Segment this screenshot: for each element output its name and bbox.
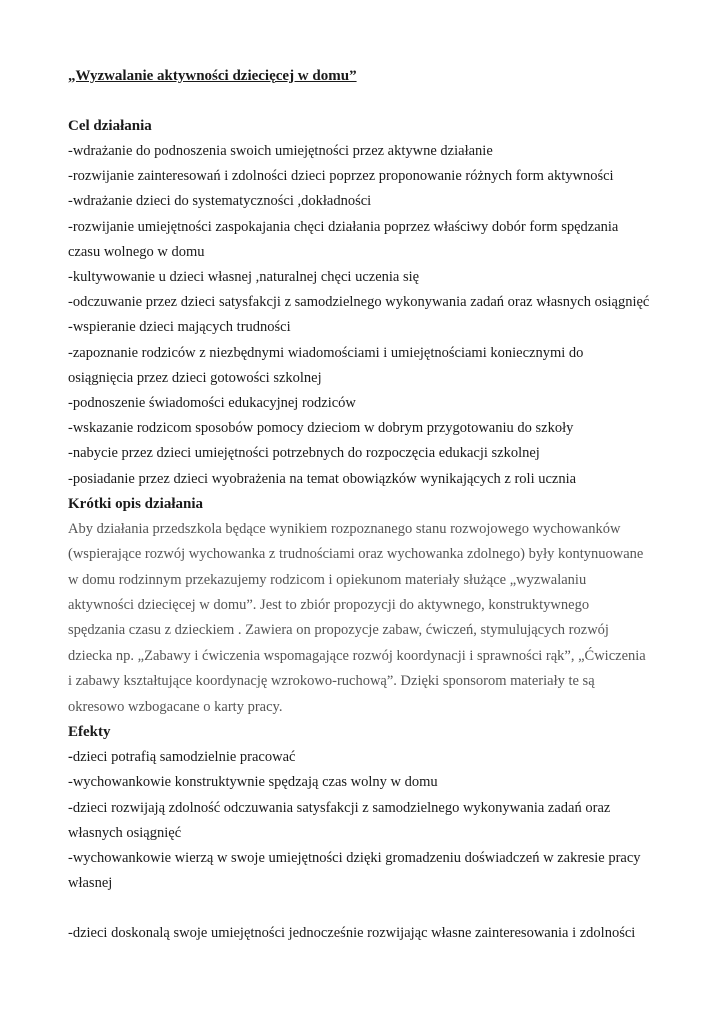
effect-line: -dzieci doskonalą swoje umiejętności jednocześnie rozwijając własne zainteresowania i zdolności xyxy=(68,925,636,942)
effect-line: -wychowankowie konstruktywnie spędzają czas wolny w domu xyxy=(68,774,438,791)
goals-list xyxy=(68,139,668,492)
goal-line: czasu wolnego w domu xyxy=(68,243,205,260)
spacer xyxy=(68,89,668,114)
description-paragraph xyxy=(68,517,668,720)
effects-list xyxy=(68,745,668,946)
goal-line: -rozwijanie zainteresowań i zdolności dzieci poprzez proponowanie różnych form aktywności xyxy=(68,168,614,185)
effect-line: własnych osiągnięć xyxy=(68,824,182,841)
spacer xyxy=(68,896,668,921)
goal-line: osiągnięcia przez dzieci gotowości szkolnej xyxy=(68,369,322,386)
goal-line: -nabycie przez dzieci umiejętności potrzebnych do rozpoczęcia edukacji szkolnej xyxy=(68,445,540,462)
description-line: i zabawy kształtujące koordynację wzrokowo-ruchową”. Dzięki sponsorom materiały te są xyxy=(68,673,595,690)
description-line: okresowo wzbogacane o karty pracy. xyxy=(68,698,283,715)
goal-line: -kultywowanie u dzieci własnej ,naturalnej chęci uczenia się xyxy=(68,269,420,286)
effect-dash: - xyxy=(68,749,73,766)
goal-line: -posiadanie przez dzieci wyobrażenia na temat obowiązków wynikających z roli ucznia xyxy=(68,470,577,487)
description-line: dziecka np. „Zabawy i ćwiczenia wspomagające rozwój koordynacji i sprawności rąk”, „Ćwiczenia xyxy=(68,647,646,664)
goal-line: -wskazanie rodzicom sposobów pomocy dzieciom w dobrym przygotowaniu do szkoły xyxy=(68,420,574,437)
effect-text: dzieci potrafią samodzielnie pracować xyxy=(72,749,296,766)
goal-line: -podnoszenie świadomości edukacyjnej rodziców xyxy=(68,395,356,412)
description-line: spędzania czasu z dzieckiem . Zawiera on propozycje zabaw, ćwiczeń, stymulujących rozwój xyxy=(68,622,609,639)
effect-line: własnej xyxy=(68,875,113,892)
goal-line: -wdrażanie do podnoszenia swoich umiejętności przez aktywne działanie xyxy=(68,143,493,159)
description-line: w domu rodzinnym przekazujemy rodzicom i opiekunom materiały służące „wyzwalaniu xyxy=(68,571,587,588)
goal-line: -odczuwanie przez dzieci satysfakcji z samodzielnego wykonywania zadań oraz własnych osiągnięć xyxy=(68,294,650,311)
description-heading: Krótki opis działania xyxy=(68,495,204,512)
effect-line: -wychowankowie wierzą w swoje umiejętności dzięki gromadzeniu doświadczeń w zakresie pracy xyxy=(68,849,641,866)
document-page xyxy=(68,64,668,947)
goal-line: -rozwijanie umiejętności zaspokajania chęci działania poprzez właściwy dobór form spędzania xyxy=(68,218,619,235)
effect-line xyxy=(68,745,668,770)
description-line: aktywności dziecięcej w domu”. Jest to zbiór propozycji do aktywnego, konstruktywnego xyxy=(68,597,590,614)
document-title: „Wyzwalanie aktywności dziecięcej w domu” xyxy=(68,68,357,84)
effects-heading: Efekty xyxy=(68,724,111,741)
goals-heading: Cel działania xyxy=(68,118,152,134)
description-line: Aby działania przedszkola będące wynikiem rozpoznanego stanu rozwojowego wychowanków xyxy=(68,520,621,537)
description-line: (wspierające rozwój wychowanka z trudnościami oraz wychowanka zdolnego) były kontynuowane xyxy=(68,546,644,563)
effect-line: -dzieci rozwijają zdolność odczuwania satysfakcji z samodzielnego wykonywania zadań oraz xyxy=(68,799,611,816)
goal-line: -wdrażanie dzieci do systematyczności ,dokładności xyxy=(68,193,372,210)
goal-line: -zapoznanie rodziców z niezbędnymi wiadomościami i umiejętnościami koniecznymi do xyxy=(68,344,584,361)
goal-line: -wspieranie dzieci mających trudności xyxy=(68,319,291,336)
